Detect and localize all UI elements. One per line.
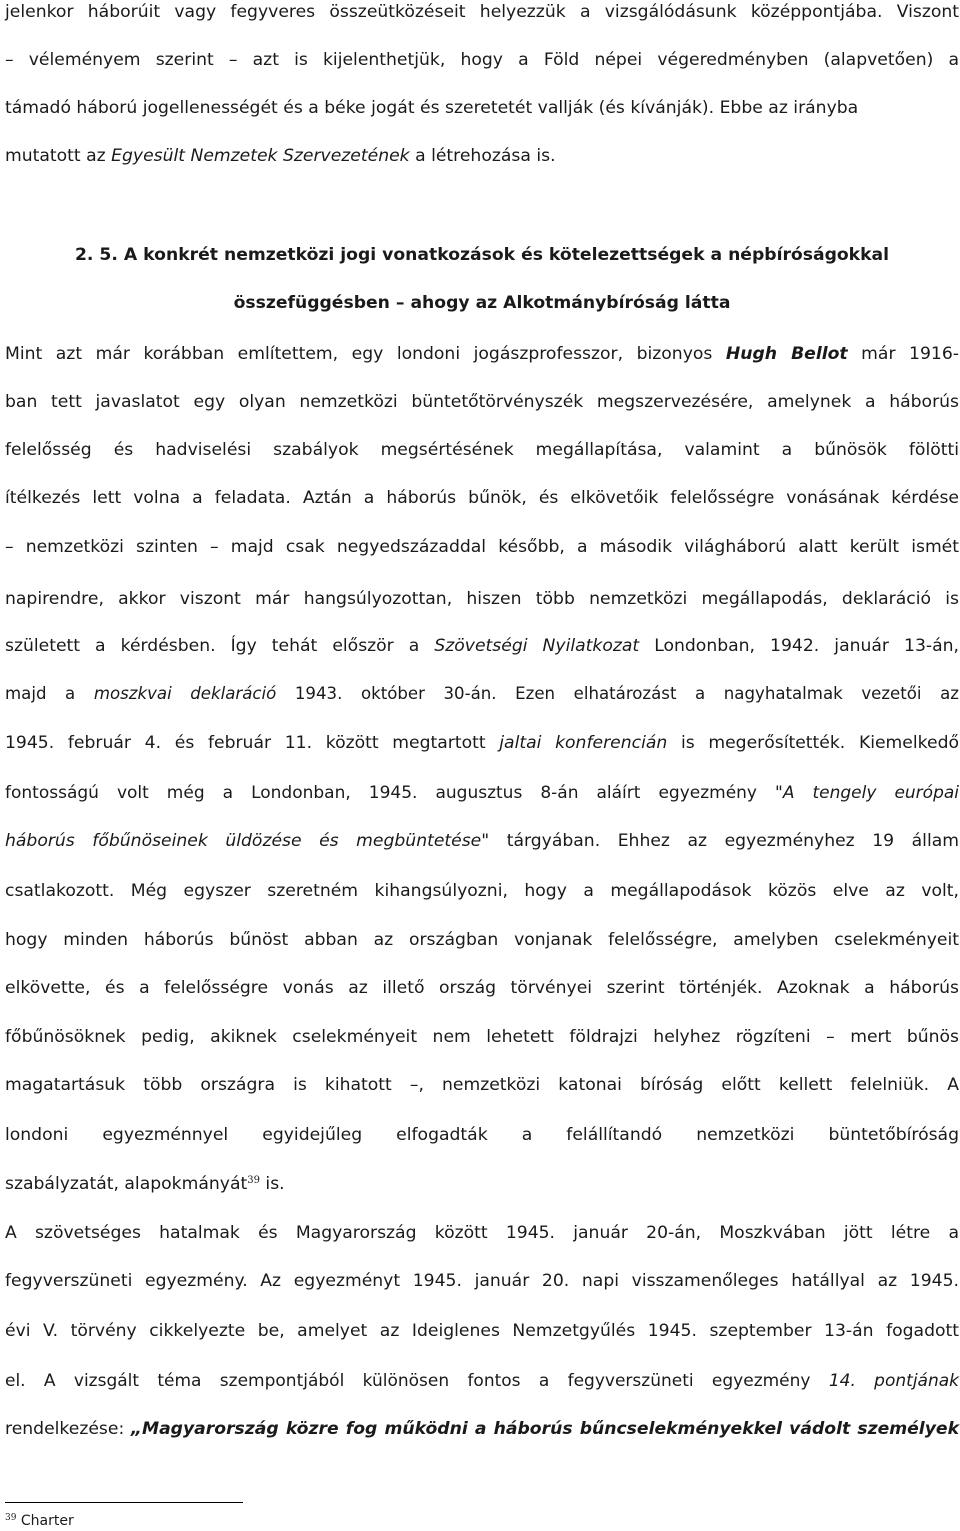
text-line: napirendre, akkor viszont már hangsúlyozottan, hiszen több nemzetközi megállapodás, deklaráció is — [5, 589, 959, 609]
text-line: majd a moszkvai deklaráció 1943. október 30-án. Ezen elhatározást a nagyhatalmak vezetői az — [5, 684, 959, 703]
text-line: rendelkezése: „Magyarország közre fog működni a háborús bűncselekményekkel vádolt személyek — [5, 1419, 959, 1439]
text-line: felelősség és hadviselési szabályok megsértésének megállapítása, valamint a bűnösök fölötti — [5, 440, 959, 460]
text-line: jelenkor háborúit vagy fegyveres összeütközéseit helyezzük a vizsgálódásunk középpontjába. Viszont — [5, 2, 959, 22]
footnote-reference[interactable]: 39 — [247, 1175, 260, 1186]
person-name: Hugh Bellot — [725, 344, 848, 364]
text-line: született a kérdésben. Így tehát először a Szövetségi Nyilatkozat Londonban, 1942. január 13-án, — [5, 636, 959, 656]
text-line: csatlakozott. Még egyszer szeretném kihangsúlyozni, hogy a megállapodások közös elve az volt, — [5, 881, 959, 901]
text-line: fegyverszüneti egyezmény. Az egyezményt 1945. január 20. napi visszamenőleges hatállyal az 1945. — [5, 1271, 959, 1291]
quoted-provision: „Magyarország közre fog működni a háborús bűncselekményekkel vádolt személyek — [130, 1419, 959, 1439]
text-line: ítélkezés lett volna a feladata. Aztán a háborús bűnök, és elkövetőik felelősségre vonásának kérdése — [5, 488, 959, 508]
event-name: jaltai konferencián — [499, 733, 668, 753]
document-title: A tengely európai — [782, 783, 959, 803]
text-line: – nemzetközi szinten – majd csak negyedszázaddal később, a második világháború alatt került ismét — [5, 537, 959, 557]
point-reference: 14. pontjának — [828, 1371, 959, 1391]
text-line: főbűnösöknek pedig, akiknek cselekményeit nem lehetett földrajzi helyhez rögzíteni – mert bűnös — [5, 1027, 959, 1047]
footnote-number: 39 — [5, 1513, 17, 1523]
text-line: hogy minden háborús bűnöst abban az országban vonjanak felelősségre, amelyben cselekményeit — [5, 930, 959, 950]
text-line: el. A vizsgált téma szempontjából különösen fontos a fegyverszüneti egyezmény 14. pontjának — [5, 1371, 959, 1391]
section-heading: 2. 5. A konkrét nemzetközi jogi vonatkozások és kötelezettségek a népbíróságokkal — [74, 245, 890, 265]
text-line: elkövette, és a felelősségre vonás az illető ország törvényei szerint történjék. Azoknak a háborús — [5, 978, 959, 998]
text-line: Mint azt már korábban említettem, egy londoni jogászprofesszor, bizonyos Hugh Bellot már 1916- — [5, 344, 959, 364]
document-title: háborús főbűnöseinek üldözése és megbüntetése — [5, 831, 482, 851]
text-line: A szövetséges hatalmak és Magyarország között 1945. január 20-án, Moszkvában jött létre a — [5, 1223, 959, 1243]
text-line: 1945. február 4. és február 11. között megtartott jaltai konferencián is megerősítették. Kiemelkedő — [5, 733, 959, 753]
text-line: támadó háború jogellenességét és a béke jogát és szeretetét vallják (és kívánják). Ebbe az irányba — [5, 98, 859, 118]
text-line: évi V. törvény cikkelyezte be, amelyet az Ideiglenes Nemzetgyűlés 1945. szeptember 13-án fogadott — [5, 1321, 959, 1341]
footnote-text: Charter — [16, 1513, 74, 1529]
footnote-divider — [5, 1502, 243, 1503]
un-organization-name: Egyesült Nemzetek Szervezetének — [111, 146, 410, 166]
document-title: moszkvai deklaráció — [93, 684, 277, 703]
section-heading-continued: összefüggésben – ahogy az Alkotmánybíróság látta — [233, 293, 731, 313]
text-line: londoni egyezménnyel egyidejűleg elfogadták a felállítandó nemzetközi büntetőbíróság — [5, 1125, 959, 1145]
text-line: magatartásuk több országra is kihatott –, nemzetközi katonai bíróság előtt kellett felelniük. A — [5, 1075, 959, 1095]
text-line: – véleményem szerint – azt is kijelenthetjük, hogy a Föld népei végeredményben (alapvetően) a — [5, 50, 959, 70]
footnote — [5, 1512, 74, 1530]
text-line: mutatott az Egyesült Nemzetek Szervezetének a létrehozása is. — [5, 146, 556, 166]
text-line: fontosságú volt még a Londonban, 1945. augusztus 8-án aláírt egyezmény "A tengely európai — [5, 783, 959, 803]
text-line: ban tett javaslatot egy olyan nemzetközi büntetőtörvényszék megszervezésére, amelynek a háborús — [5, 392, 959, 412]
document-title: Szövetségi Nyilatkozat — [434, 636, 640, 656]
text-line: szabályzatát, alapokmányát$^{39}$ is. — [5, 1174, 285, 1194]
text-line: háborús főbűnöseinek üldözése és megbüntetése" tárgyában. Ehhez az egyezményhez 19 állam — [5, 831, 959, 851]
